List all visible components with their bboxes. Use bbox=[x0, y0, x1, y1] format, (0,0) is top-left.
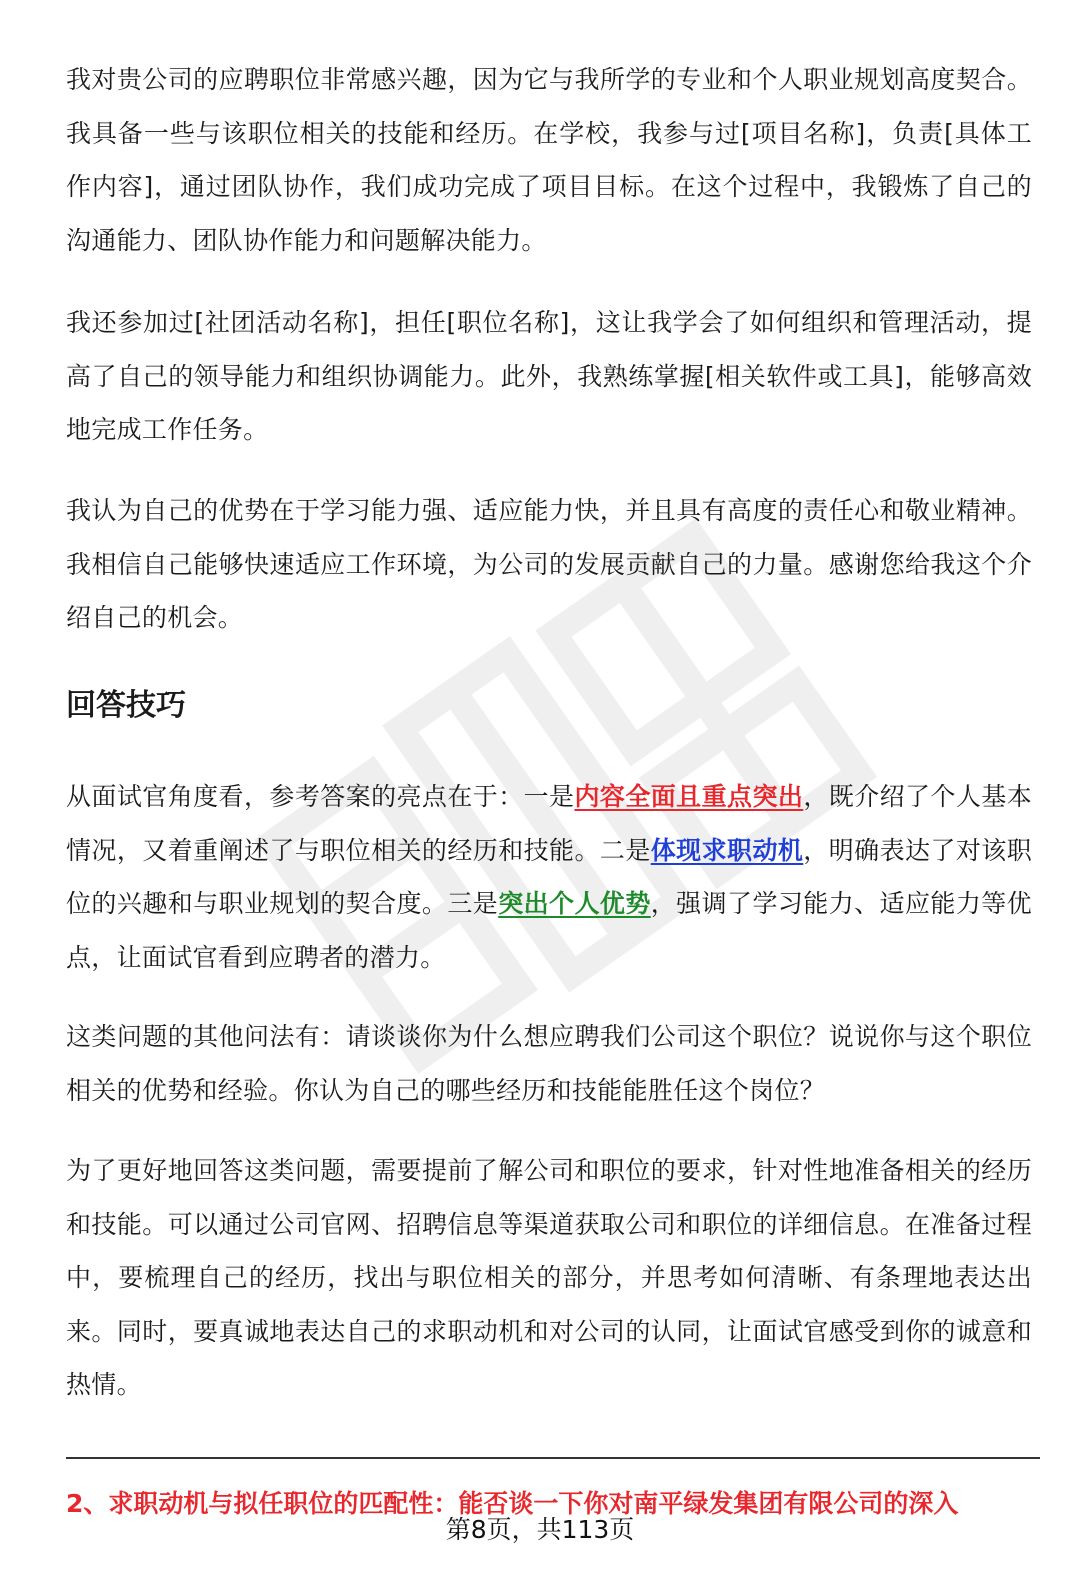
answer-paragraph-2: 我还参加过[社团活动名称]，担任[职位名称]，这让我学会了如何组织和管理活动，提高了自己的领导能力和组织协调能力。此外，我熟练掌握[相关软件或工具]，能够高效地完成工作任务。 bbox=[66, 308, 1032, 444]
highlight-advantage: 突出个人优势 bbox=[498, 889, 651, 918]
page-number: 第8页，共113页 bbox=[445, 1515, 635, 1544]
preparation-paragraph: 为了更好地回答这类问题，需要提前了解公司和职位的要求，针对性地准备相关的经历和技能。可以通过公司官网、招聘信息等渠道获取公司和职位的详细信息。在准备过程中，要梳理自己的经历，找出与职位相关的部分，并思考如何清晰、有条理地表达出来。同时，要真诚地表达自己的求职动机和对公司的认同，让面试官感受到你的诚意和热情。 bbox=[66, 1156, 1032, 1399]
tips-paragraph bbox=[66, 770, 1032, 984]
section-heading: 回答技巧 bbox=[66, 688, 186, 723]
answer-paragraph-1: 我对贵公司的应聘职位非常感兴趣，因为它与我所学的专业和个人职业规划高度契合。我具备一些与该职位相关的技能和经历。在学校，我参与过[项目名称]，负责[具体工作内容]，通过团队协作，我们成功完成了项目目标。在这个过程中，我锻炼了自己的沟通能力、团队协作能力和问题解决能力。 bbox=[66, 65, 1032, 255]
highlight-comprehensive: 内容全面且重点突出 bbox=[574, 782, 804, 811]
highlight-motivation: 体现求职动机 bbox=[650, 835, 804, 865]
alternative-questions-paragraph: 这类问题的其他问法有：请谈谈你为什么想应聘我们公司这个职位？说说你与这个职位相关的优势和经验。你认为自己的哪些经历和技能能胜任这个岗位？ bbox=[66, 1022, 1032, 1105]
answer-paragraph-3: 我认为自己的优势在于学习能力强、适应能力快，并且具有高度的责任心和敬业精神。我相信自己能够快速适应工作环境，为公司的发展贡献自己的力量。感谢您给我这个介绍自己的机会。 bbox=[66, 496, 1032, 632]
tips-text-2: ，既介绍了个人基本情况，又着重阐述了与职位相关的经历和技能。二是 bbox=[66, 782, 1033, 865]
tips-text-1: 从面试官角度看，参考答案的亮点在于：一是 bbox=[66, 782, 575, 811]
next-question-title: 2、求职动机与拟任职位的匹配性：能否谈一下你对南平绿发集团有限公司的深入 bbox=[66, 1489, 959, 1518]
section-divider bbox=[66, 1457, 1040, 1459]
tips-text-3: ，明确表达了对该职位的兴趣和与职业规划的契合度。三是 bbox=[66, 835, 1032, 918]
tips-text-4: ，强调了学习能力、适应能力等优点，让面试官看到应聘者的潜力。 bbox=[66, 889, 1032, 972]
